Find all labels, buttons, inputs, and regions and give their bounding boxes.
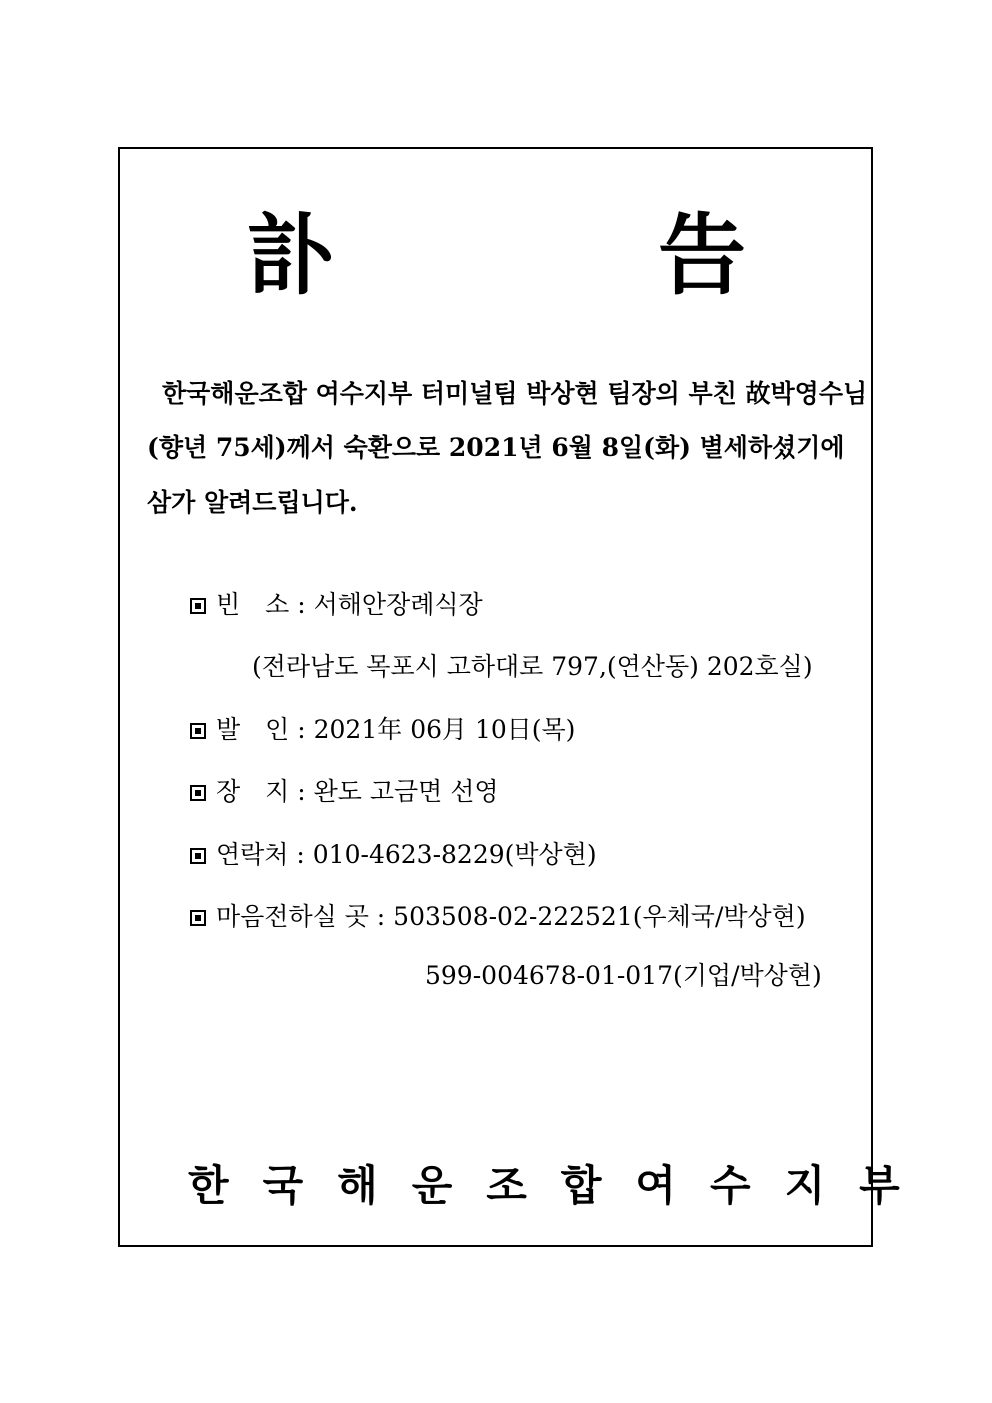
place-address: (전라남도 목포시 고하대로 797,(연산동) 202호실) xyxy=(252,652,813,681)
departure-label: 발 인 : xyxy=(216,715,314,744)
bullet-square-icon xyxy=(190,785,206,801)
burial-label: 장 지 : xyxy=(216,777,314,806)
bullet-square-icon xyxy=(190,723,206,739)
burial-value: 완도 고금면 선영 xyxy=(313,777,499,806)
account-label: 마음전하실 곳 : xyxy=(216,902,394,931)
departure-value: 2021年 06月 10日(목) xyxy=(313,715,576,744)
bullet-square-icon xyxy=(190,848,206,864)
place-row xyxy=(190,589,483,621)
contact-label: 연락처 : xyxy=(216,840,313,869)
bullet-square-icon xyxy=(190,598,206,614)
account-row xyxy=(190,901,806,933)
notice-text-line-2: (향년 75세)께서 숙환으로 2021년 6월 8일(화) 별세하셨기에 xyxy=(147,433,845,462)
notice-title: 訃 告 xyxy=(245,203,864,307)
account-value-1: 503508-02-222521(우체국/박상현) xyxy=(393,902,806,931)
place-value: 서해안장례식장 xyxy=(313,590,483,619)
organization-name: 한국해운조합여수지부 xyxy=(188,1161,934,1210)
departure-row xyxy=(190,714,575,746)
account-value-2: 599-004678-01-017(기업/박상현) xyxy=(425,961,822,990)
place-label: 빈 소 : xyxy=(216,590,314,619)
bullet-square-icon xyxy=(190,910,206,926)
contact-value: 010-4623-8229(박상현) xyxy=(312,840,597,869)
contact-row xyxy=(190,839,597,871)
notice-text-line-3: 삼가 알려드립니다. xyxy=(147,488,358,517)
notice-text-line-1: 한국해운조합 여수지부 터미널팀 박상현 팀장의 부친 故박영수님 xyxy=(162,379,868,408)
burial-row xyxy=(190,776,499,808)
notice-border xyxy=(118,147,934,1247)
